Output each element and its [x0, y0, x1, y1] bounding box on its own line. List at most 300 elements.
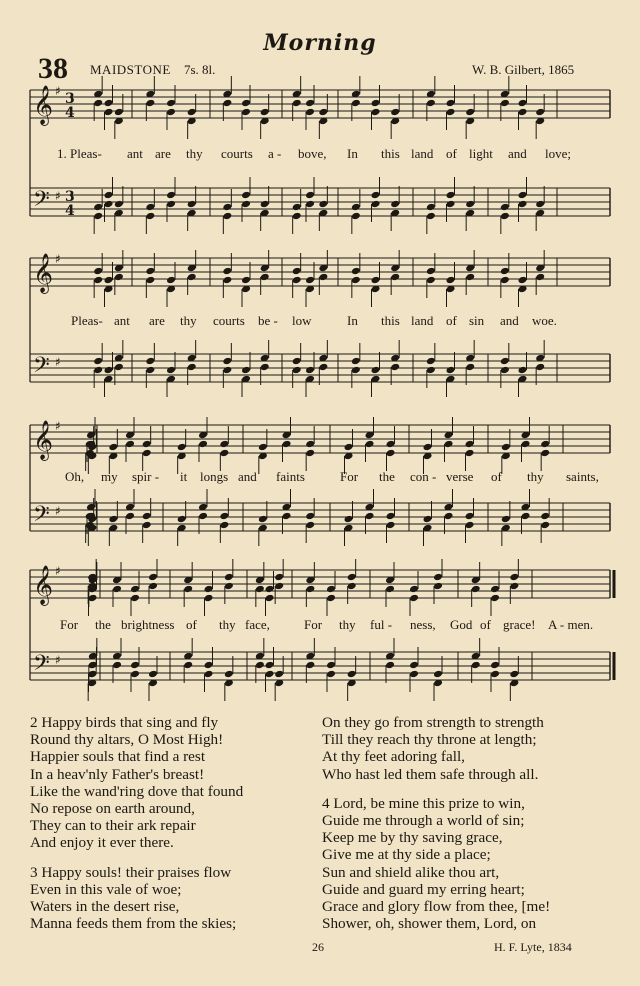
verse-line: Who hast led them safe through all.: [322, 765, 539, 783]
note-head: [274, 670, 284, 679]
lyric-syllable: courts: [221, 146, 253, 161]
hymn-author: H. F. Lyte, 1834: [494, 940, 572, 954]
note-head: [500, 99, 510, 108]
note-head: [465, 440, 475, 449]
note-head: [318, 363, 328, 372]
note-head: [371, 276, 381, 285]
note-head: [518, 366, 528, 375]
note-head: [371, 200, 381, 209]
note-head: [222, 212, 232, 221]
note-head: [446, 99, 456, 108]
note-head: [509, 582, 519, 591]
lyric-syllable: Pleas-: [71, 313, 103, 328]
verse-line: 4 Lord, be mine this prize to win,: [322, 794, 525, 812]
note-head: [390, 200, 400, 209]
note-head: [93, 99, 103, 108]
treble-clef-icon: 𝄞: [33, 85, 54, 125]
note-head: [465, 363, 475, 372]
note-head: [260, 108, 270, 117]
note-head: [145, 203, 155, 212]
note-head: [426, 357, 436, 366]
time-signature-bottom: 4: [65, 203, 75, 219]
note-head: [426, 99, 436, 108]
lyric-syllable: this: [381, 146, 400, 161]
lyric-syllable: spir -: [132, 469, 160, 484]
treble-clef-icon: 𝄞: [33, 420, 54, 460]
note-head: [347, 582, 357, 591]
note-head: [148, 670, 158, 679]
lyric-syllable: face,: [245, 617, 270, 632]
note-head: [365, 440, 375, 449]
note-head: [108, 443, 118, 452]
composer: W. B. Gilbert, 1865: [472, 62, 575, 77]
note-head: [409, 661, 419, 670]
note-head: [500, 267, 510, 276]
note-head: [282, 440, 292, 449]
verse-line: Grace and glory flow from thee, [me!: [322, 898, 551, 916]
note-head: [409, 585, 419, 594]
verse-line: Guide me through a world of sin;: [322, 812, 525, 830]
verses-right-column: [322, 714, 550, 932]
note-head: [540, 449, 550, 458]
note-head: [292, 357, 302, 366]
note-head: [145, 267, 155, 276]
note-head: [351, 357, 361, 366]
note-head: [292, 203, 302, 212]
bass-clef-icon: 𝄢: [33, 353, 50, 383]
lyric-syllable: For: [60, 617, 79, 632]
note-head: [282, 512, 292, 521]
note-head: [344, 443, 354, 452]
note-head: [501, 515, 511, 524]
note-head: [166, 366, 176, 375]
lyric-syllable: land: [411, 313, 434, 328]
note-head: [204, 594, 214, 603]
lyric-syllable: this: [381, 313, 400, 328]
note-head: [318, 273, 328, 282]
verse-line: Waters in the desert rise,: [30, 898, 180, 916]
note-head: [260, 200, 270, 209]
note-head: [241, 200, 251, 209]
lyric-syllable: verse: [446, 469, 474, 484]
lyric-syllable: In: [347, 146, 358, 161]
lyric-syllable: of: [480, 617, 491, 632]
note-head: [142, 449, 152, 458]
note-head: [114, 200, 124, 209]
page-number: 26: [312, 940, 324, 954]
note-head: [409, 594, 419, 603]
sharp-icon: ♯: [55, 504, 61, 518]
note-head: [222, 99, 232, 108]
note-head: [104, 99, 114, 108]
note-head: [104, 366, 114, 375]
note-head: [241, 276, 251, 285]
lyric-syllable: In: [347, 313, 358, 328]
lyric-syllable: it: [180, 469, 188, 484]
note-head: [446, 108, 456, 117]
lyric-syllable: courts: [213, 313, 245, 328]
lyric-syllable: longs: [200, 469, 229, 484]
lyric-syllable: of: [446, 313, 457, 328]
note-head: [166, 99, 176, 108]
note-head: [426, 267, 436, 276]
note-head: [183, 661, 193, 670]
lyric-syllable: and: [500, 313, 519, 328]
note-head: [148, 582, 158, 591]
note-head: [104, 276, 114, 285]
lyric-line-3: [0, 469, 640, 487]
note-head: [224, 573, 234, 582]
note-head: [130, 585, 140, 594]
note-head: [471, 661, 481, 670]
note-head: [265, 585, 275, 594]
note-head: [318, 200, 328, 209]
note-head: [386, 440, 396, 449]
lyric-syllable: thy: [180, 313, 197, 328]
note-head: [540, 440, 550, 449]
lyric-syllable: land: [411, 146, 434, 161]
time-signature-top: 3: [65, 189, 75, 205]
lyric-syllable: thy: [186, 146, 203, 161]
note-head: [142, 512, 152, 521]
verse-line: Round thy altars, O Most High!: [30, 731, 224, 749]
verse-line: 2 Happy birds that sing and fly: [30, 714, 219, 731]
note-head: [145, 366, 155, 375]
lyric-syllable: For: [304, 617, 323, 632]
note-head: [112, 585, 122, 594]
note-head: [166, 276, 176, 285]
note-head: [318, 108, 328, 117]
lyric-syllable: God: [450, 617, 473, 632]
lyric-syllable: love;: [545, 146, 571, 161]
note-head: [142, 440, 152, 449]
verses-left-column: [30, 714, 243, 932]
note-head: [423, 443, 433, 452]
note-head: [204, 670, 214, 679]
lyric-syllable: my: [101, 469, 118, 484]
note-head: [385, 661, 395, 670]
lyric-syllable: of: [491, 469, 502, 484]
lyric-syllable: ant: [114, 313, 130, 328]
note-head: [465, 521, 475, 530]
note-head: [177, 443, 187, 452]
note-head: [521, 512, 531, 521]
note-head: [326, 661, 336, 670]
time-signature-bottom: 4: [65, 105, 75, 121]
note-head: [130, 670, 140, 679]
note-head: [93, 212, 103, 221]
note-head: [222, 366, 232, 375]
note-head: [166, 108, 176, 117]
sharp-icon: ♯: [55, 653, 61, 667]
note-head: [535, 363, 545, 372]
note-head: [305, 200, 315, 209]
note-head: [490, 661, 500, 670]
note-head: [446, 200, 456, 209]
note-head: [93, 203, 103, 212]
note-head: [446, 366, 456, 375]
note-head: [426, 366, 436, 375]
sharp-icon: ♯: [55, 419, 61, 433]
note-head: [518, 200, 528, 209]
note-head: [222, 276, 232, 285]
note-head: [305, 276, 315, 285]
note-head: [535, 273, 545, 282]
note-head: [371, 191, 381, 200]
sharp-icon: ♯: [55, 564, 61, 578]
note-head: [385, 585, 395, 594]
hymn-title: Morning: [263, 30, 377, 56]
lyric-syllable: con -: [410, 469, 437, 484]
lyric-syllable: low: [292, 313, 312, 328]
note-head: [351, 212, 361, 221]
note-head: [274, 573, 284, 582]
note-head: [518, 108, 528, 117]
verse-line: Manna feeds them from the skies;: [30, 915, 237, 933]
note-head: [465, 449, 475, 458]
note-head: [130, 661, 140, 670]
verse-line: On they go from strength to strength: [322, 714, 544, 731]
note-head: [471, 585, 481, 594]
note-head: [433, 582, 443, 591]
note-head: [104, 191, 114, 200]
lyric-syllable: brightness: [121, 617, 175, 632]
note-head: [347, 670, 357, 679]
sharp-icon: ♯: [55, 84, 61, 98]
hymn-number: 38: [38, 52, 68, 85]
note-head: [305, 366, 315, 375]
note-head: [166, 200, 176, 209]
note-head: [125, 512, 135, 521]
note-head: [93, 276, 103, 285]
note-head: [258, 515, 268, 524]
note-head: [305, 440, 315, 449]
note-head: [219, 512, 229, 521]
note-head: [125, 440, 135, 449]
note-head: [241, 366, 251, 375]
note-head: [305, 521, 315, 530]
note-head: [292, 99, 302, 108]
note-head: [386, 512, 396, 521]
note-head: [409, 670, 419, 679]
note-head: [260, 273, 270, 282]
lyric-syllable: a -: [268, 146, 282, 161]
note-head: [104, 200, 114, 209]
note-head: [142, 521, 152, 530]
verse-line: 3 Happy souls! their praises flow: [30, 863, 232, 881]
note-head: [351, 276, 361, 285]
note-head: [518, 276, 528, 285]
note-head: [390, 273, 400, 282]
note-head: [351, 99, 361, 108]
note-head: [535, 200, 545, 209]
note-head: [518, 191, 528, 200]
note-head: [265, 594, 275, 603]
note-head: [501, 443, 511, 452]
note-head: [222, 203, 232, 212]
note-head: [265, 661, 275, 670]
lyric-syllable: Oh,: [65, 469, 85, 484]
verse-line: At thy feet adoring fall,: [322, 748, 465, 766]
lyric-syllable: ness,: [410, 617, 436, 632]
note-head: [444, 440, 454, 449]
verse-line: Sun and shield alike thou art,: [322, 863, 500, 881]
meter: 7s. 8l.: [184, 62, 216, 77]
note-head: [104, 108, 114, 117]
treble-clef-icon: 𝄞: [33, 253, 54, 293]
note-head: [305, 99, 315, 108]
verse-line: Shower, oh, shower them, Lord, on: [322, 915, 537, 933]
note-head: [198, 512, 208, 521]
note-head: [535, 108, 545, 117]
sharp-icon: ♯: [55, 189, 61, 203]
note-head: [93, 267, 103, 276]
note-head: [241, 108, 251, 117]
note-head: [112, 661, 122, 670]
note-head: [260, 363, 270, 372]
note-head: [187, 200, 197, 209]
note-head: [241, 99, 251, 108]
lyric-syllable: and: [238, 469, 257, 484]
lyric-syllable: sin: [469, 313, 485, 328]
note-head: [500, 366, 510, 375]
note-head: [390, 363, 400, 372]
note-head: [219, 440, 229, 449]
note-head: [446, 276, 456, 285]
lyric-syllable: be -: [258, 313, 278, 328]
note-head: [130, 594, 140, 603]
note-head: [351, 267, 361, 276]
note-head: [386, 521, 396, 530]
note-head: [365, 512, 375, 521]
note-head: [433, 670, 443, 679]
note-head: [198, 440, 208, 449]
lyric-syllable: 1. Pleas-: [57, 146, 102, 161]
note-head: [465, 108, 475, 117]
lyric-syllable: ant: [127, 146, 143, 161]
sharp-icon: ♯: [55, 252, 61, 266]
bass-clef-icon: 𝄢: [33, 187, 50, 217]
note-head: [344, 515, 354, 524]
note-head: [540, 521, 550, 530]
note-head: [326, 585, 336, 594]
verse-line: No repose on earth around,: [30, 800, 195, 818]
note-head: [108, 515, 118, 524]
tune-name: MAIDSTONE: [90, 62, 171, 77]
note-head: [465, 273, 475, 282]
note-head: [426, 276, 436, 285]
note-head: [145, 276, 155, 285]
verse-line: Give me at thy side a place;: [322, 846, 491, 864]
verse-line: Happier souls that find a rest: [30, 748, 206, 766]
bass-clef-icon: 𝄢: [33, 651, 50, 681]
note-head: [187, 363, 197, 372]
note-head: [258, 443, 268, 452]
verse-line: Till they reach thy throne at length;: [322, 731, 537, 749]
note-head: [351, 203, 361, 212]
lyric-syllable: saints,: [566, 469, 599, 484]
lyric-syllable: thy: [527, 469, 544, 484]
lyric-syllable: grace!: [503, 617, 536, 632]
lyric-syllable: bove,: [298, 146, 327, 161]
note-head: [224, 670, 234, 679]
note-head: [183, 585, 193, 594]
lyric-line-2: [0, 313, 640, 331]
note-head: [274, 582, 284, 591]
lyric-syllable: For: [340, 469, 359, 484]
time-signature-top: 3: [65, 91, 75, 107]
note-head: [465, 200, 475, 209]
verse-line: Even in this vale of woe;: [30, 880, 182, 898]
lyric-syllable: and: [508, 146, 527, 161]
note-head: [371, 366, 381, 375]
note-head: [255, 585, 265, 594]
lyric-syllable: of: [446, 146, 457, 161]
verse-line: They can to their ark repair: [30, 817, 196, 835]
note-head: [187, 108, 197, 117]
note-head: [224, 582, 234, 591]
lyric-syllable: faints: [276, 469, 305, 484]
note-head: [490, 594, 500, 603]
note-head: [433, 573, 443, 582]
note-head: [219, 521, 229, 530]
note-head: [347, 573, 357, 582]
note-head: [371, 99, 381, 108]
verse-line: Guide and guard my erring heart;: [322, 880, 525, 898]
note-head: [204, 661, 214, 670]
note-head: [93, 357, 103, 366]
note-head: [326, 670, 336, 679]
note-head: [292, 212, 302, 221]
lyric-line-1: [0, 146, 640, 164]
note-head: [187, 273, 197, 282]
note-head: [114, 273, 124, 282]
note-head: [222, 357, 232, 366]
lyric-syllable: thy: [219, 617, 236, 632]
note-head: [351, 366, 361, 375]
treble-clef-icon: 𝄞: [33, 565, 54, 605]
sharp-icon: ♯: [55, 355, 61, 369]
note-head: [305, 512, 315, 521]
note-head: [305, 661, 315, 670]
note-head: [148, 573, 158, 582]
note-head: [326, 594, 336, 603]
note-head: [509, 573, 519, 582]
note-head: [500, 203, 510, 212]
note-head: [423, 515, 433, 524]
note-head: [292, 366, 302, 375]
note-head: [265, 670, 275, 679]
note-head: [145, 212, 155, 221]
note-head: [145, 357, 155, 366]
lyric-syllable: thy: [339, 617, 356, 632]
note-head: [465, 512, 475, 521]
verse-line: And enjoy it ever there.: [30, 834, 174, 852]
bass-clef-icon: 𝄢: [33, 502, 50, 532]
note-head: [426, 212, 436, 221]
note-head: [500, 357, 510, 366]
note-head: [305, 108, 315, 117]
verse-line: Like the wand'ring dove that found: [30, 782, 244, 800]
note-head: [166, 191, 176, 200]
note-head: [518, 99, 528, 108]
note-head: [490, 585, 500, 594]
note-head: [444, 512, 454, 521]
note-head: [145, 99, 155, 108]
note-head: [114, 363, 124, 372]
lyric-line-4: [0, 617, 640, 635]
verse-line: Keep me by thy saving grace,: [322, 829, 503, 847]
